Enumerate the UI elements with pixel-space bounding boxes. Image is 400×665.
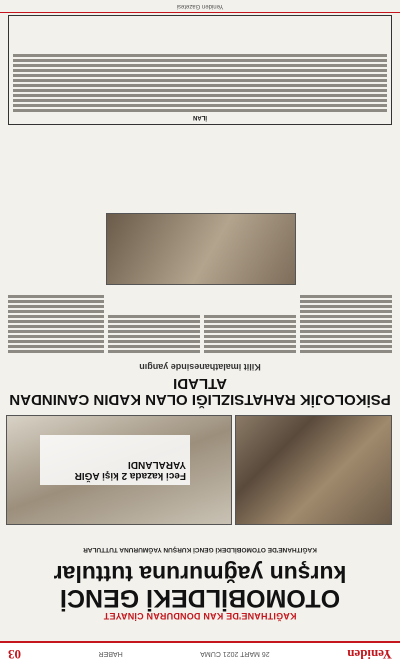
text-column-1 — [300, 150, 392, 355]
notice-title: İLAN — [193, 114, 207, 120]
main-subhead: KAĞITHANE'DE OTOMOBİLDEKİ GENCİ KURŞUN YAĞMURUNA TUTTULAR — [83, 546, 317, 553]
story-kicker: KAĞITHANE'DE KAN DONDURAN CİNAYET — [103, 611, 297, 621]
photo-caption-box — [40, 435, 190, 485]
second-subhead: Kilit imalathanesinde yangın — [139, 362, 261, 372]
photo-caption: Feci kazada 2 kişi AĞIR YARALANDI — [74, 459, 186, 481]
story-photo-left — [235, 415, 392, 525]
story-photo-bottom — [106, 213, 296, 285]
newspaper-logo: Yeniden — [347, 647, 392, 662]
headline-line-2: kurşun yağmuruna tuttular — [53, 561, 347, 587]
second-headline: PSİKOLOJİK RAHATSIZLIĞI OLAN KADIN CANINDAN ATLADI — [9, 375, 391, 408]
masthead — [0, 641, 400, 665]
page-footer: Yeniden Gazetesi — [0, 0, 400, 13]
main-headline — [8, 562, 392, 610]
masthead-date: 26 MART 2021 CUMA — [200, 650, 270, 658]
section-label: HABER — [98, 650, 123, 658]
legal-notice-box — [8, 15, 392, 125]
page-number: 03 — [8, 647, 21, 662]
headline-line-1: OTOMOBİLDEKİ GENCİ — [59, 584, 341, 612]
text-column-4 — [8, 150, 104, 355]
